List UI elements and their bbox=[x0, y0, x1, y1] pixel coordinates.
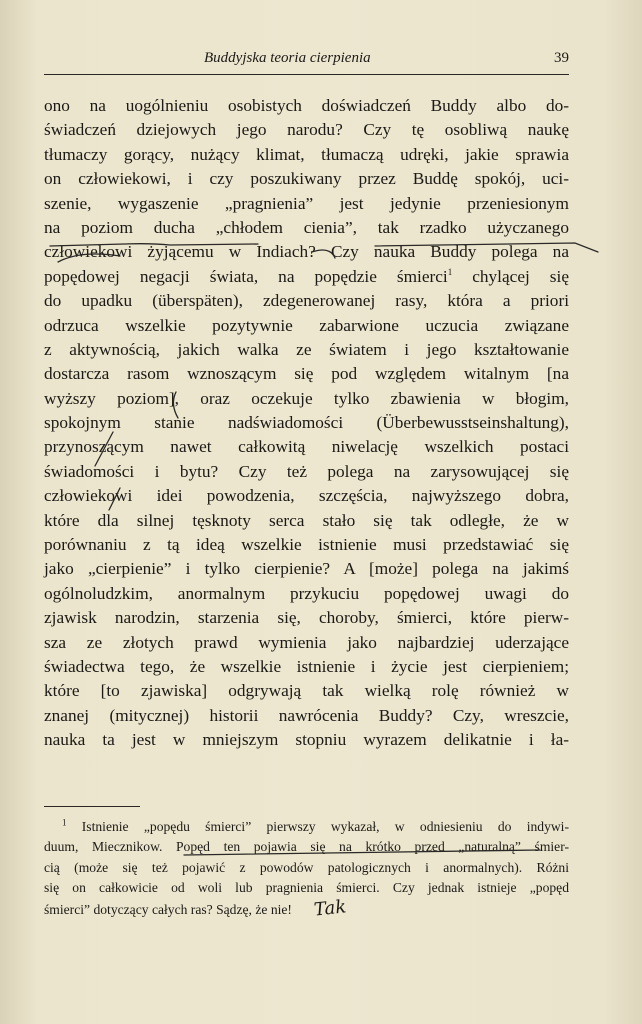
text-line: ono na uogólnieniu osobistych doświadczeń Buddy albo do- bbox=[44, 96, 569, 115]
header-rule bbox=[44, 74, 569, 75]
text-line: odrzuca wszelkie pozytywnie zabarwione uczucia związane bbox=[44, 315, 569, 335]
text-line: sza ze złotych prawd wymienia jako najbardziej uderzające bbox=[44, 632, 569, 652]
text-line: szenie, wygaszenie „pragnienia” jest jedynie przeniesionym bbox=[44, 193, 569, 213]
text-line bbox=[44, 265, 569, 289]
handwritten-annotation: Tak bbox=[312, 895, 348, 921]
running-title: Buddyjska teoria cierpienia bbox=[204, 50, 371, 66]
text-line: spokojnym stanie nadświadomości (Überbewusstseinshaltung), bbox=[44, 413, 569, 433]
text-line: tłumaczy gorący, nużący klimat, tłumaczą udręki, jakie sprawia bbox=[44, 144, 569, 164]
text-line: on człowiekowi, i czy poszukiwany przez Buddę spokój, uci- bbox=[44, 169, 569, 189]
footnote-line bbox=[44, 895, 569, 921]
text-line: porównaniu z tą ideą wszelkie istnienie musi przedstawiać się bbox=[44, 535, 569, 555]
text-line: dostarcza rasom wznoszącym się pod względem witalnym [na bbox=[44, 364, 569, 384]
footnote-line bbox=[44, 817, 569, 837]
text-line: do upadku (überspäten), zdegenerowanej rasy, która a priori bbox=[44, 291, 569, 311]
main-text bbox=[44, 94, 569, 753]
text-line: człowiekowi żyjącemu w Indiach? Czy nauka Buddy polega na bbox=[44, 242, 569, 262]
text-line: znanej (mitycznej) historii nawrócenia Buddy? Czy, wreszcie, bbox=[44, 705, 569, 725]
text-segment: chylącej się bbox=[452, 266, 569, 286]
footnote-reference: 1 bbox=[447, 266, 453, 277]
text-line: świadectwa tego, że wszelkie istnienie i życie jest cierpieniem; bbox=[44, 656, 569, 676]
footnote-line: duum, Miecznikow. Popęd ten pojawia się na krótko przed „naturalną” śmier- bbox=[44, 839, 569, 855]
text-line: które dla silnej tęsknoty serca stało się tak odległe, że w bbox=[44, 510, 569, 530]
text-line: zjawisk narodzin, starzenia się, choroby, śmierci, które pierw- bbox=[44, 608, 569, 628]
text-line: z aktywnością, jakich walka ze światem i jego kształtowanie bbox=[44, 339, 569, 359]
text-line: ogólnoludzkim, anormalnym przykuciu popędowej uwagi do bbox=[44, 583, 569, 603]
text-line: jako „cierpienie” i tylko cierpienie? A [może] polega na jakimś bbox=[44, 559, 569, 579]
text-line: które [to zjawiska] odgrywają tak wielką rolę również w bbox=[44, 681, 569, 701]
text-line: wyższy poziom], oraz oczekuje tylko zbawienia w błogim, bbox=[44, 388, 569, 408]
footnote-marker: 1 bbox=[62, 817, 67, 828]
text-line: na poziom ducha „chłodem cienia”, tak rzadko użyczanego bbox=[44, 217, 569, 237]
footnote bbox=[44, 817, 569, 919]
text-segment: popędowej negacji świata, na popędzie śmierci bbox=[44, 266, 448, 286]
text-line: świadczeń dziejowych jego narodu? Czy tę osobliwą naukę bbox=[44, 120, 569, 140]
text-line: nauka ta jest w mniejszym stopniu wyrazem delikatnie i ła- bbox=[44, 730, 569, 750]
footnote-text: śmierci” dotyczący całych ras? Sądzę, że nie! bbox=[44, 901, 292, 917]
text-line: świadomości i bytu? Czy też polega na zarysowującej się bbox=[44, 461, 569, 481]
footnote-rule bbox=[44, 806, 140, 807]
text-line: człowiekowi idei powodzenia, szczęścia, najwyższego dobra, bbox=[44, 486, 569, 506]
footnote-text: Istnienie „popędu śmierci” pierwszy wykazał, w odniesieniu do indywi- bbox=[81, 819, 569, 834]
footnote-line: się on całkowicie od woli lub pragnienia śmierci. Czy jednak istnieje „popęd bbox=[44, 880, 569, 896]
page-number: 39 bbox=[554, 50, 569, 66]
footnote-line: cią (może się też pojawić z powodów patologicznych i anormalnych). Różni bbox=[44, 859, 569, 875]
text-line: przynoszącym nawet całkowitą niwelację wszelkich postaci bbox=[44, 437, 569, 457]
